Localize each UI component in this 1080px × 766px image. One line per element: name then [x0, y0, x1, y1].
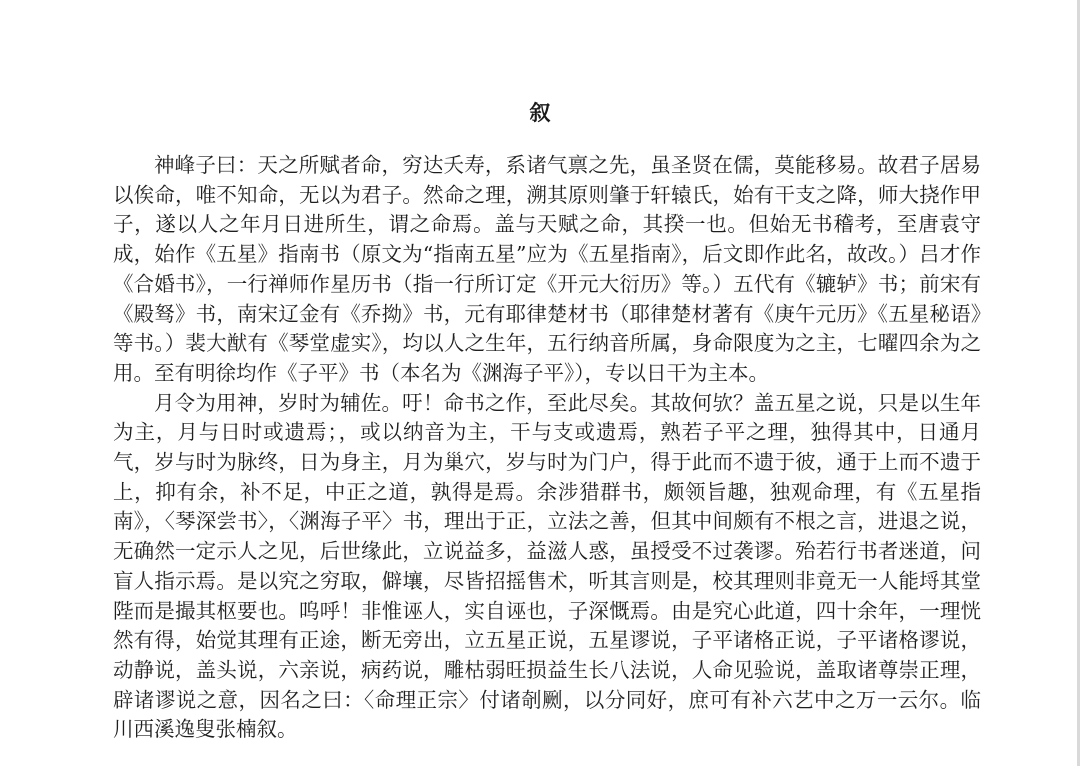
paragraph-2: 月令为用神，岁时为辅佐。吁！命书之作，至此尽矣。其故何欤？盖五星之说，只是以生年为主，月与日时或遗焉；，或以纳音为主，干与支或遗焉，熟若子平之理，独得其中，日通月气，岁与时为脉终，日为身主，月为巢穴，岁与时为门户，得于此而不遗于彼，通于上而不遗于上，抑有余，补不足，中正之道，孰得是焉。余涉猎群书，颇领旨趣，独观命理，有《五星指南》，〈琴深尝书〉，〈渊海子平〉书，理出于正，立法之善，但其中间颇有不根之言，进退之说，无确然一定示人之见，后世缘此，立说益多，益滋人惑，虽授受不过袭谬。殆若行书者迷道，问盲人指示焉。是以究之穷取，僻壤，尽皆招摇售术，听其言则是，校其理则非竟无一人能埒其堂陛而是撮其枢要也。呜呼！非惟诬人，实自诬也，子深慨焉。由是究心此道，四十余年，一理恍然有得，始觉其理有正途，断无旁出，立五星正说，五星谬说，子平诸格正说，子平诸格谬说，动静说，盖头说，六亲说，病药说，雕枯弱旺损益生长八法说，人命见验说，盖取诸尊崇正理，辟诸谬说之意，因名之曰：〈命理正宗〉付诸剞劂，以分同好，庶可有补六艺中之万一云尔。临川西溪逸叟张楠叙。	[113, 390, 981, 742]
paragraph-1: 神峰子曰：天之所赋者命，穷达夭寿，系诸气禀之先，虽圣贤在儒，莫能移易。故君子居易以俟命，唯不知命，无以为君子。然命之理，溯其原则肇于轩辕氏，始有干支之降，师大挠作甲子，遂以人之年月日进所生，谓之命焉。盖与天赋之命，其揆一也。但始无书稽考，至唐袁守成，始作《五星》指南书（原文为“指南五星”应为《五星指南》，后文即作此名，故改。）吕才作《合婚书》，一行禅师作星历书（指一行所订定《开元大衍历》等。）五代有《辘轳》书；前宋有《殿驽》书，南宋辽金有《乔拗》书，元有耶律楚材书（耶律楚材著有《庚午元历》《五星秘语》等书。）裴大猷有《琴堂虚实》，均以人之生年，五行纳音所属，身命限度为之主，七曜四余为之用。至有明徐均作《子平》书（本名为《渊海子平》），专以日干为主本。	[113, 153, 981, 385]
document-body	[113, 151, 981, 745]
document-title: 叙	[529, 100, 551, 125]
